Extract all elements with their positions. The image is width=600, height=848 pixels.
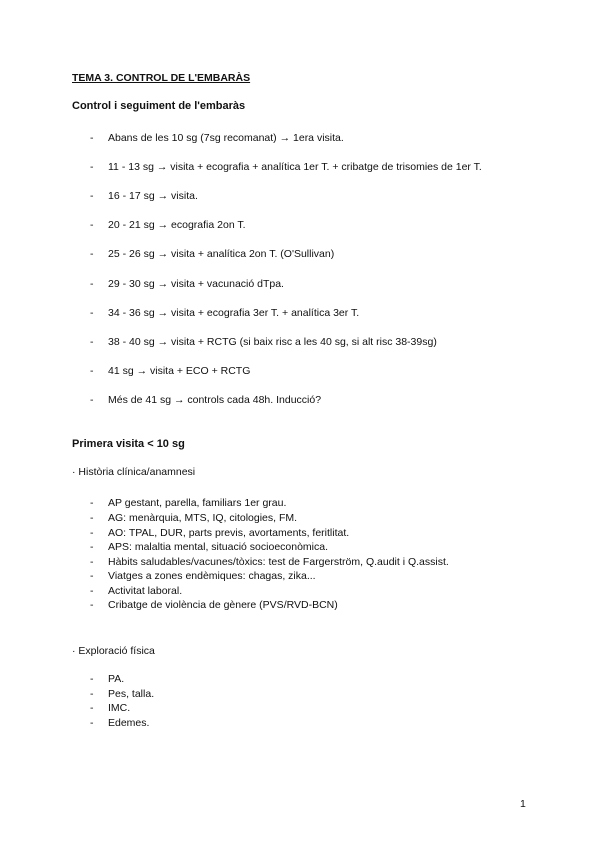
list-dash: - — [90, 248, 94, 260]
subsection-label-history: · Història clínica/anamnesi — [72, 466, 196, 478]
list-dash: - — [90, 190, 94, 202]
list-dash: - — [90, 278, 94, 290]
list-item-text: 38 - 40 sg → visita + RCTG (si baix risc a les 40 sg, si alt risc 38-39sg) — [108, 336, 437, 348]
list-item-text: Viatges a zones endèmiques: chagas, zika... — [108, 570, 316, 582]
list-dash: - — [90, 512, 94, 524]
list-item-text: IMC. — [108, 702, 131, 714]
list-dash: - — [90, 394, 94, 406]
list-dash: - — [90, 336, 94, 348]
list-dash: - — [90, 599, 94, 611]
list-item-text: 16 - 17 sg → visita. — [108, 190, 198, 202]
list-item-text: AP gestant, parella, familiars 1er grau. — [108, 497, 287, 509]
subsection-label-exam: · Exploració física — [72, 645, 155, 657]
section-heading-control: Control i seguiment de l'embaràs — [72, 100, 246, 112]
list-dash: - — [90, 541, 94, 553]
list-dash: - — [90, 132, 94, 144]
page-number: 1 — [520, 798, 526, 810]
list-dash: - — [90, 570, 94, 582]
list-item-text: Activitat laboral. — [108, 585, 183, 597]
list-dash: - — [90, 497, 94, 509]
list-item-text: 34 - 36 sg → visita + ecografia 3er T. + analítica 3er T. — [108, 307, 360, 319]
list-dash: - — [90, 556, 94, 568]
list-dash: - — [90, 673, 94, 685]
page-title: TEMA 3. CONTROL DE L'EMBARÀS — [72, 72, 251, 84]
list-item-text: 29 - 30 sg → visita + vacunació dTpa. — [108, 278, 284, 290]
list-item-text: Hàbits saludables/vacunes/tòxics: test de Fargerström, Q.audit i Q.assist. — [108, 556, 449, 568]
list-dash: - — [90, 365, 94, 377]
list-dash: - — [90, 688, 94, 700]
list-item-text: 11 - 13 sg → visita + ecografia + analítica 1er T. + cribatge de trisomies de 1er T. — [108, 161, 482, 173]
list-item-text: APS: malaltia mental, situació socioeconòmica. — [108, 541, 329, 553]
section-heading-first-visit: Primera visita < 10 sg — [72, 438, 185, 450]
list-dash: - — [90, 527, 94, 539]
list-item-text: Més de 41 sg → controls cada 48h. Inducció? — [108, 394, 322, 406]
list-item-text: 25 - 26 sg → visita + analítica 2on T. (O'Sullivan) — [108, 248, 335, 260]
list-dash: - — [90, 585, 94, 597]
list-dash: - — [90, 307, 94, 319]
list-dash: - — [90, 161, 94, 173]
list-item-text: 20 - 21 sg → ecografia 2on T. — [108, 219, 246, 231]
list-item-text: Cribatge de violència de gènere (PVS/RVD-BCN) — [108, 599, 338, 611]
list-item-text: Edemes. — [108, 717, 150, 729]
list-dash: - — [90, 717, 94, 729]
list-item-text: Abans de les 10 sg (7sg recomanat) → 1era visita. — [108, 132, 344, 144]
list-dash: - — [90, 219, 94, 231]
list-item-text: PA. — [108, 673, 125, 685]
list-item-text: AO: TPAL, DUR, parts previs, avortaments, feritlitat. — [108, 527, 350, 539]
list-item-text: Pes, talla. — [108, 688, 155, 700]
list-item-text: AG: menàrquia, MTS, IQ, citologies, FM. — [108, 512, 298, 524]
list-dash: - — [90, 702, 94, 714]
list-item-text: 41 sg → visita + ECO + RCTG — [108, 365, 251, 377]
